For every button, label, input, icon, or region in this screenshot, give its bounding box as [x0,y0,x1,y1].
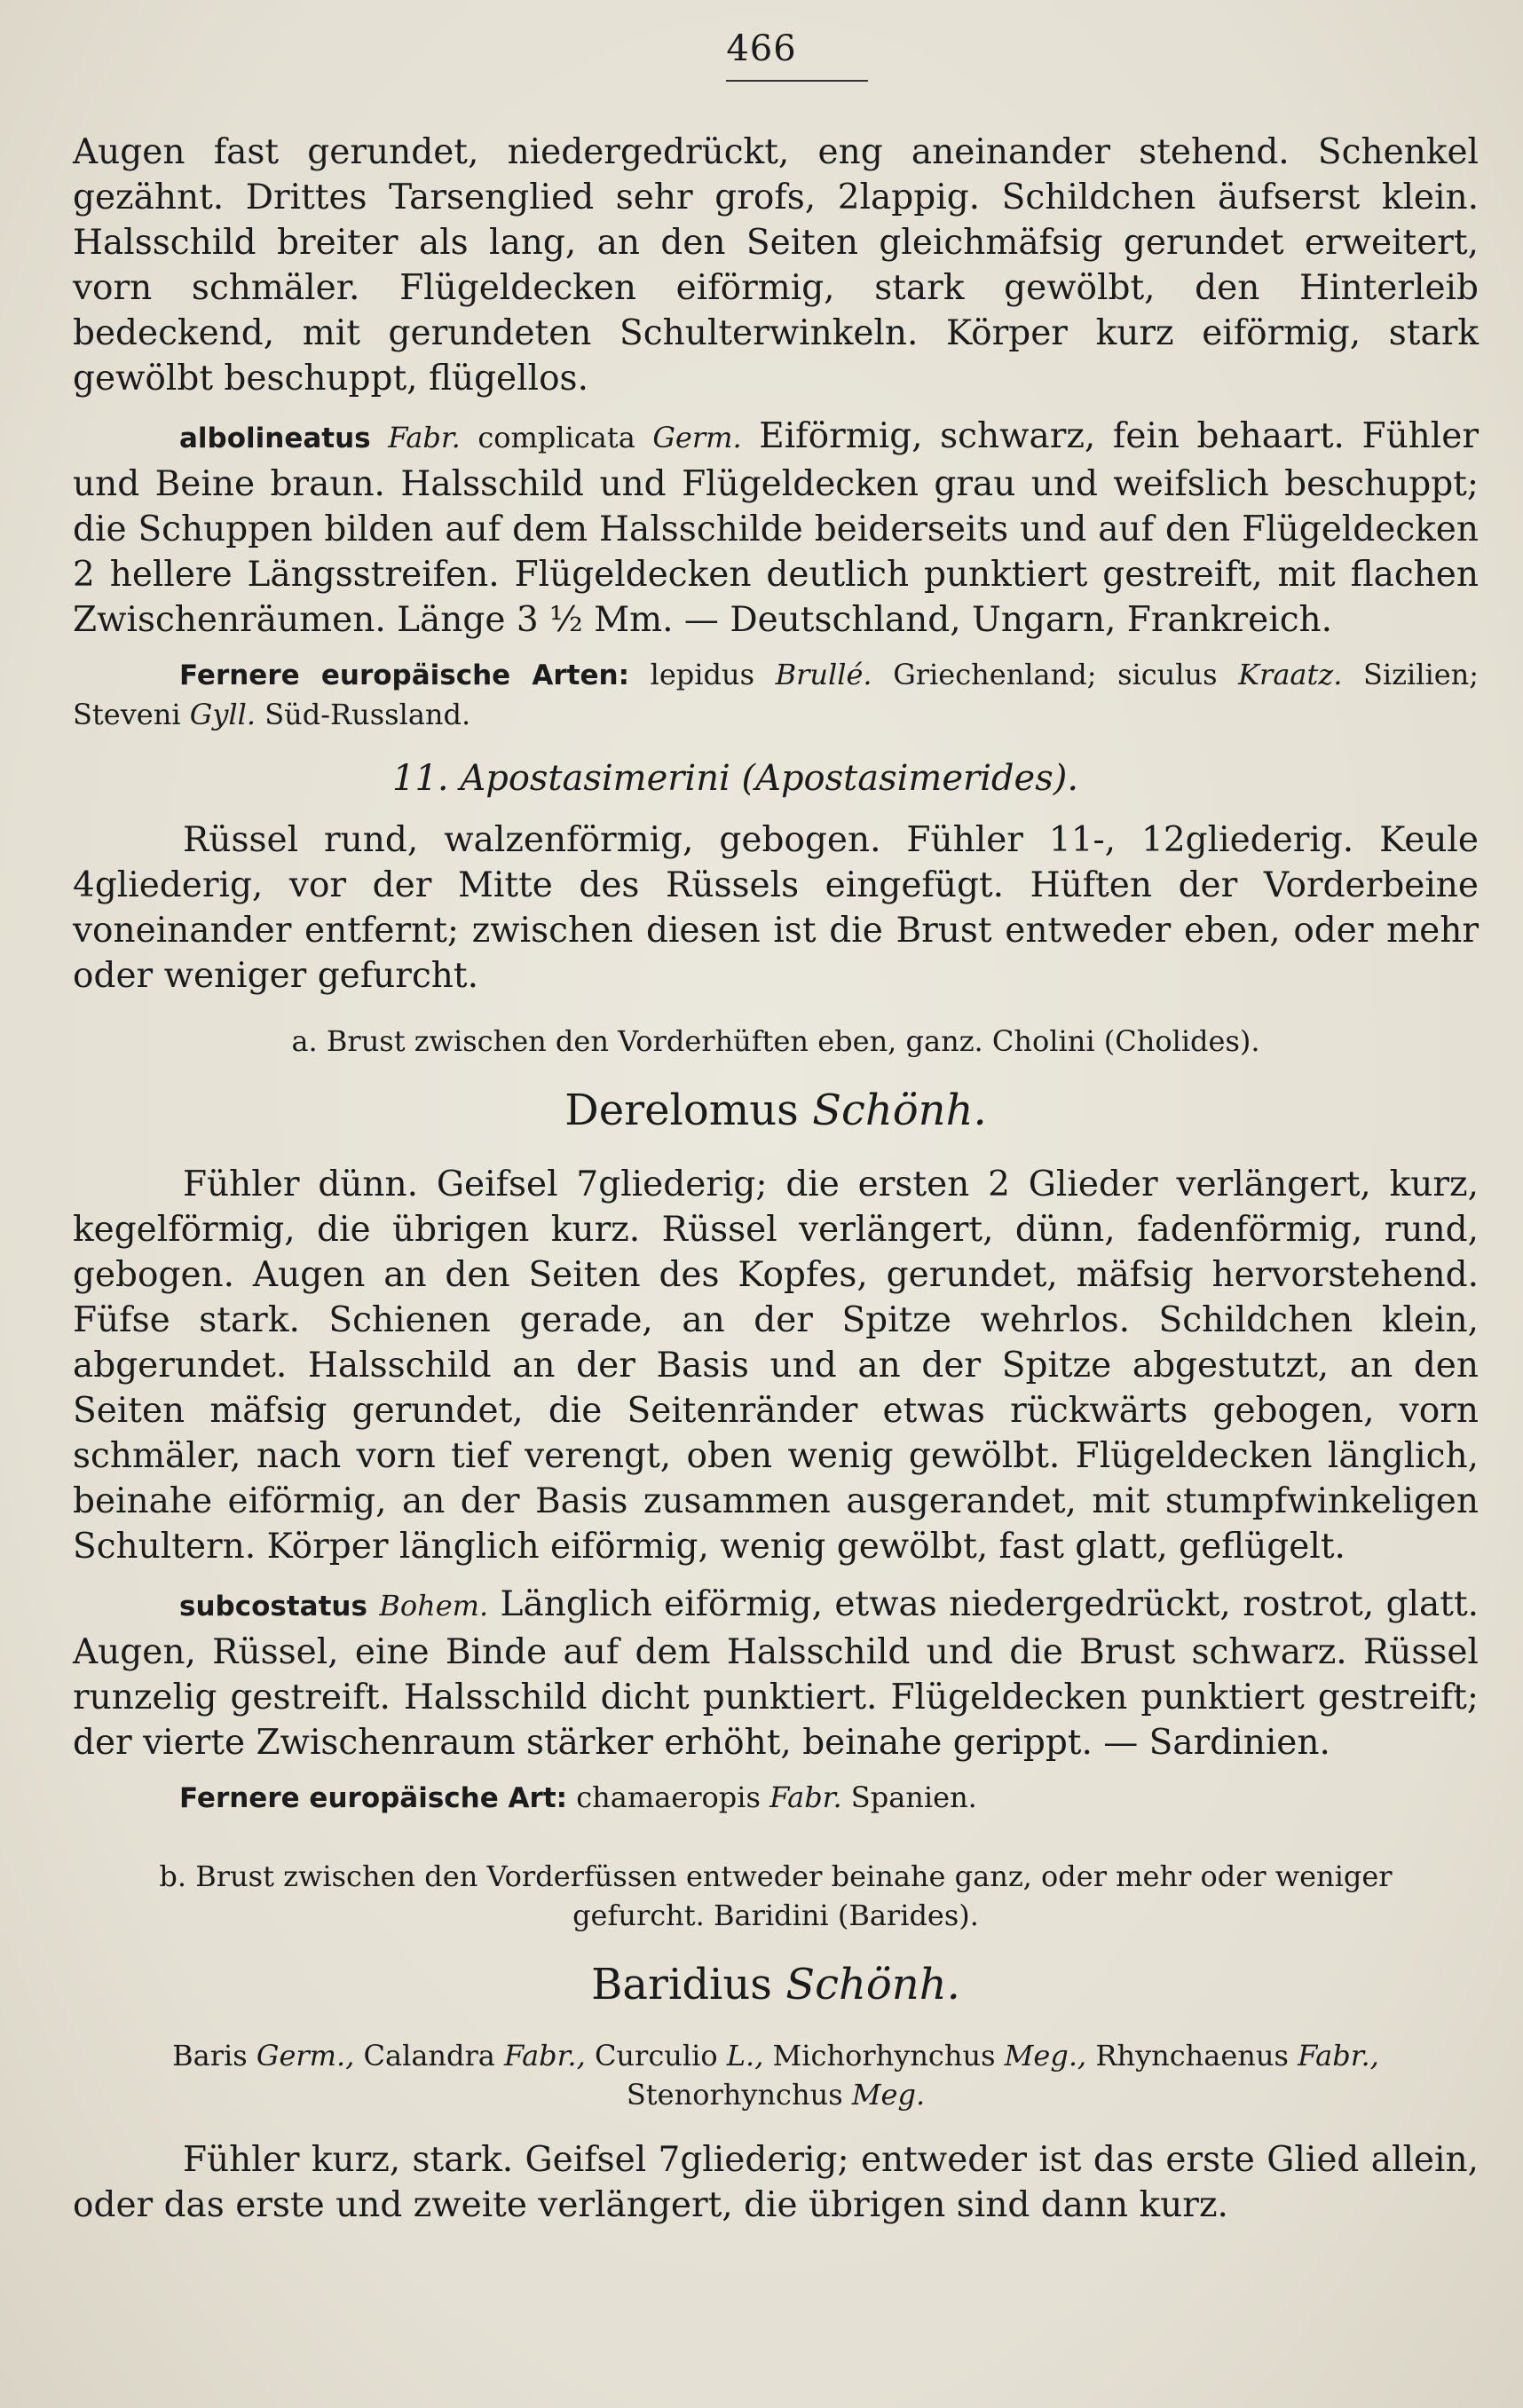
further-species-list-1 [73,655,1479,734]
synonym-author: Fabr., [504,2039,586,2072]
synonym-genus: Rhynchaenus [1095,2039,1289,2072]
further-species-label: Fernere europäische Art: [179,1782,568,1814]
locality-text: Sizilien; Steveni [73,658,1480,731]
species-author: Brullé. [775,658,872,691]
synonym-genus: Calandra [363,2039,495,2072]
species-name: subcostatus [179,1591,367,1622]
genus-heading-baridius [73,1958,1479,2011]
locality-text: Griechenland; siculus [893,658,1218,691]
key-entry-a: a. Brust zwischen den Vorderhüften eben, ganz. Cholini (Cholides). [291,1024,1260,1058]
locality-text: Spanien. [850,1780,977,1814]
synonym-author: Meg. [851,2078,926,2112]
synonym-list [73,2036,1479,2114]
species-author: Kraatz. [1238,658,1343,691]
page-body [73,130,1479,2228]
synonym-author: L., [726,2039,764,2072]
paragraph-derelomus-description: Fühler dünn. Geifsel 7gliederig; die ersten 2 Glieder verlängert, kurz, kegelförmig, die übrigen kurz. Rüssel verlängert, dünn, fadenförmig, rund, gebogen. Augen an den Seiten des Kopfes, gerundet, mäfsig hervorstehend. Füfse stark. Schienen gerade, an der Spitze wehrlos. Schildchen klein, abgerundet. Halsschild an der Basis und an der Spitze abgestutzt, an den Seiten mäfsig gerundet, die Seitenränder etwas rückwärts gebogen, vorn schmäler, nach vorn tief verengt, oben wenig gewölbt. Flügeldecken länglich, beinahe eiförmig, an der Basis zusammen ausgerandet, mit stumpfwinkeligen Schultern. Körper länglich eiförmig, wenig gewölbt, fast glatt, geflügelt. [73,1165,1479,1567]
section-title: 11. Apostasimerini (Apostasimerides). [392,758,1079,799]
page-number-rule [726,80,868,82]
species-subcostatus-entry [73,1582,1479,1765]
genus-author: Schönh. [785,1960,960,2009]
genus-author: Schönh. [812,1086,987,1135]
paragraph-tribe-description: Rüssel rund, walzenförmig, gebogen. Fühler 11-, 12gliederig. Keule 4gliederig, vor der Mitte des Rüssels eingefügt. Hüften der Vorderbeine voneinander entfernt; zwischen diesen ist die Brust entweder eben, oder mehr oder weniger gefurcht. [73,820,1479,996]
genus-name: Derelomus [564,1086,799,1135]
paragraph-genus-description-continued: Augen fast gerundet, niedergedrückt, eng aneinander stehend. Schenkel gezähnt. Drittes Tarsenglied sehr grofs, 2lappig. Schildchen äufserst klein. Halsschild breiter als lang, an den Seiten gleichmäfsig gerundet erweitert, vorn schmäler. Flügeldecken eiförmig, stark gewölbt, den Hinterleib bedeckend, mit gerundeten Schulterwinkeln. Körper kurz eiförmig, stark gewölbt beschuppt, flügellos. [73,132,1479,399]
synonym-genus: Curculio [594,2039,718,2072]
genus-heading-derelomus [73,1084,1479,1137]
species-name: albolineatus [179,422,371,454]
species-author: Fabr. [388,421,461,454]
paragraph-baridius-description: Fühler kurz, stark. Geifsel 7gliederig; entweder ist das erste Glied allein, oder das erste und zweite verlängert, die übrigen sind dann kurz. [73,2140,1479,2225]
species-description: Länglich eiförmig, etwas niedergedrückt, rostrot, glatt. Augen, Rüssel, eine Binde auf dem Halsschild und die Brust schwarz. Rüssel runzelig gestreift. Halsschild dicht punktiert. Flügeldecken punktiert gestreift; der vierte Zwischenraum stärker erhöht, beinahe gerippt. — Sardinien. [73,1584,1480,1763]
synonym-author: Fabr., [1298,2039,1379,2072]
synonym-genus: Stenorhynchus [626,2078,843,2112]
further-species-label: Fernere europäische Arten: [179,659,629,691]
species-author: Gyll. [189,698,256,731]
species-synonym: complicata [477,421,635,454]
species-description: Eiförmig, schwarz, fein behaart. Fühler und Beine braun. Halsschild und Flügeldecken grau und weifslich beschuppt; die Schuppen bilden auf dem Halsschilde beiderseits und auf den Flügeldecken 2 hellere Längsstreifen. Flügeldecken deutlich punktiert gestreift, mit flachen Zwischenräumen. Länge 3 ½ Mm. — Deutschland, Ungarn, Frankreich. [73,416,1479,640]
synonym-author: Germ. [652,421,742,454]
synonym-author: Germ., [256,2039,355,2072]
key-entry-b-line1: b. Brust zwischen den Vorderfüssen entweder beinahe ganz, oder mehr oder weniger [159,1859,1393,1893]
synonym-genus: Baris [172,2039,248,2072]
further-species-list-2 [73,1778,1479,1818]
species-name: chamaeropis [576,1780,761,1814]
key-entry-b-line2: gefurcht. Baridini (Barides). [572,1899,979,1932]
synonym-genus: Michorhynchus [772,2039,996,2072]
species-author: Bohem. [379,1589,489,1622]
page-number: 466 [726,28,797,69]
species-name: lepidus [650,658,754,691]
species-author: Fabr. [769,1780,842,1814]
genus-name: Baridius [591,1960,772,2009]
species-albolineatus-entry [73,414,1479,643]
locality-text: Süd-Russland. [264,698,471,731]
synonym-author: Meg., [1004,2039,1087,2072]
